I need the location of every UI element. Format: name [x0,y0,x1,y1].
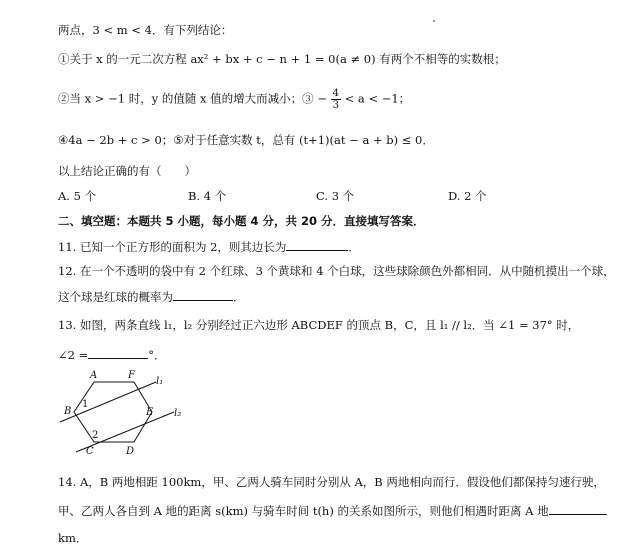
q10-conclusion-3-tail: < a < −1； [344,91,411,106]
q11-text: 11. 已知一个正方形的面积为 2，则其边长为 [58,240,287,254]
q13-line1: 13. 如图，两条直线 l₁，l₂ 分别经过正六边形 ABCDEF 的顶点 B，C，且 l₁ // l₂．当 ∠1 = 37° 时， [58,318,580,332]
q14-line3: km． [58,531,88,545]
option-a: A. 5 个 [58,189,97,203]
q10-options [58,188,618,204]
q12-text: 这个球是红球的概率为 [58,290,173,304]
q10-conclusion-4-5: ④4a − 2b + c > 0；⑤对于任意实数 t，总有 (t+1)(at − a + b) ≤ 0． [58,133,434,147]
hexagon-shape [74,382,152,442]
line-l1 [60,382,156,422]
q10-question: 以上结论正确的有（ ） [58,164,196,178]
q13-line2 [58,346,166,363]
q12-end: ． [233,290,245,304]
label-b: B [64,406,72,417]
angle-1-label: 1 [82,399,89,410]
q13-angle-label: ∠2 = [58,348,89,362]
q12-answer-blank[interactable] [173,288,233,301]
option-d: D. 2 个 [448,189,487,203]
q10-conclusion-1: ①关于 x 的一元二次方程 ax² + bx + c − n + 1 = 0(a ≠ 0) 有两个不相等的实数根； [58,52,506,66]
q10-stem-tail: 两点，3 < m < 4．有下列结论： [58,23,233,37]
label-l2: l₂ [174,408,182,419]
q14-line2 [58,502,607,519]
q11-answer-blank[interactable] [286,238,348,251]
fraction-numerator: 4 [332,88,339,99]
option-c: C. 3 个 [316,189,355,203]
label-d: D [126,446,135,457]
label-f: F [128,370,135,381]
fraction-denominator: 3 [332,100,339,111]
q11-end: ． [348,240,360,254]
q10-c3-fraction [331,88,341,111]
label-l1: l₁ [156,376,164,387]
hexagon-figure [56,366,196,458]
q12-line1: 12. 在一个不透明的袋中有 2 个红球、3 个黄球和 4 个白球，这些球除颜色外都相同．从中随机摸出一个球， [58,264,615,278]
q12-line2 [58,288,245,305]
label-a: A [90,370,98,381]
q11 [58,238,360,255]
scan-speck [433,20,435,22]
angle-2-label: 2 [92,430,99,441]
section-heading: 二、填空题：本题共 5 小题，每小题 4 分，共 20 分．直接填写答案． [58,214,425,228]
q10-conclusion-2-3 [58,88,410,111]
q10-c3-minus: − [317,91,327,106]
q13-end: °． [148,348,166,362]
q14-answer-blank[interactable] [549,502,607,515]
q14-line1: 14. A，B 两地相距 100km，甲、乙两人骑车同时分别从 A，B 两地相向而行．假设他们都保持匀速行驶， [58,475,605,489]
q10-conclusion-2: ②当 x > −1 时，y 的值随 x 值的增大而减小；③ [58,91,314,106]
label-c: C [86,446,94,457]
label-e: E [146,407,154,418]
option-b: B. 4 个 [188,189,227,203]
q13-answer-blank[interactable] [88,346,148,359]
q14-text: 甲、乙两人各自到 A 地的距离 s(km) 与骑车时间 t(h) 的关系如图所示，则他们相遇时距离 A 地 [58,504,549,518]
